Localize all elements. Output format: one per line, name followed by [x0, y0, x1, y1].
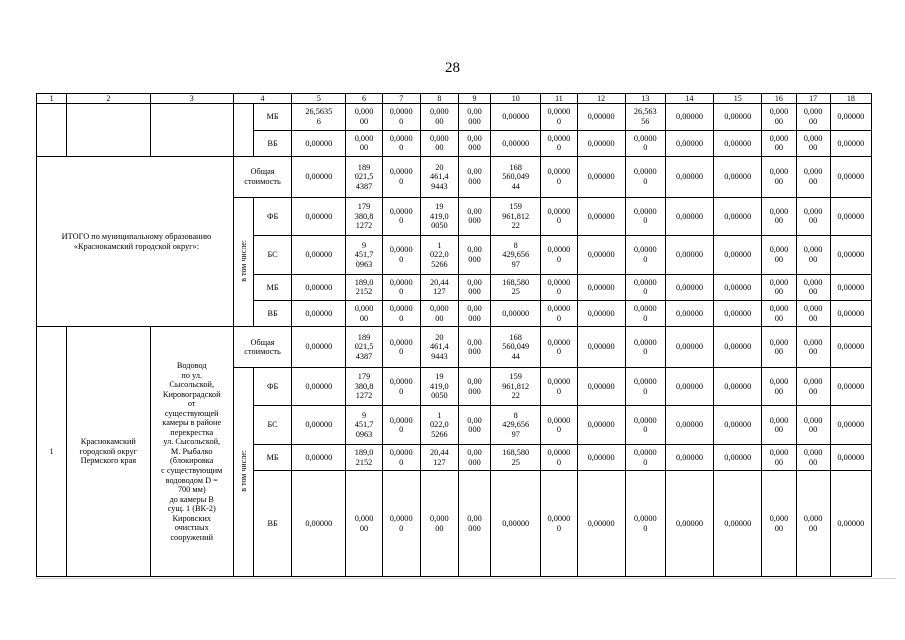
value-cell: 0,00000	[577, 104, 625, 130]
value-cell: 0,00000	[830, 367, 871, 406]
value-cell: 0,0000 0	[625, 471, 665, 577]
value-cell: 0,0000 0	[541, 274, 577, 300]
value-cell: 0,00000	[292, 236, 346, 275]
value-cell: 0,0000 0	[625, 367, 665, 406]
funding-source-label: ВБ	[254, 130, 292, 156]
value-cell: 0,000 00	[796, 236, 830, 275]
value-cell: 0,00000	[292, 301, 346, 327]
value-cell: 0,00000	[665, 157, 713, 198]
value-cell: 0,0000 0	[382, 301, 420, 327]
value-cell: 0,0000 0	[382, 471, 420, 577]
value-cell: 0,000 00	[796, 104, 830, 130]
value-cell: 0,000 00	[762, 327, 796, 368]
value-cell: 0,000 00	[796, 197, 830, 236]
value-cell: 0,00000	[491, 471, 541, 577]
value-cell: 0,0000 0	[382, 236, 420, 275]
value-cell: 0,00000	[830, 104, 871, 130]
value-cell: 0,00000	[292, 471, 346, 577]
value-cell: 1 022,0 5266	[420, 236, 458, 275]
funding-source-label: МБ	[254, 274, 292, 300]
value-cell: 0,00000	[292, 197, 346, 236]
funding-source-label: ВБ	[254, 471, 292, 577]
value-cell: 26,563 56	[625, 104, 665, 130]
empty-cell	[37, 104, 67, 157]
value-cell: 0,000 00	[346, 104, 382, 130]
value-cell: 19 419,0 0050	[420, 367, 458, 406]
value-cell: 0,00000	[714, 157, 762, 198]
value-cell: 1 022,0 5266	[420, 406, 458, 445]
value-cell: 0,000 00	[796, 406, 830, 445]
value-cell: 0,00000	[830, 301, 871, 327]
value-cell: 189,0 2152	[346, 445, 382, 471]
value-cell: 0,000 00	[346, 301, 382, 327]
value-cell: 0,0000 0	[541, 104, 577, 130]
value-cell: 0,0000 0	[541, 406, 577, 445]
column-number: 5	[292, 94, 346, 104]
value-cell: 26,5635 6	[292, 104, 346, 130]
value-cell: 0,00000	[292, 157, 346, 198]
value-cell: 0,00000	[714, 130, 762, 156]
value-cell: 0,000 00	[796, 301, 830, 327]
value-cell: 0,00000	[577, 157, 625, 198]
value-cell: 0,00 000	[458, 197, 490, 236]
value-cell: 159 961,812 22	[491, 367, 541, 406]
value-cell: 0,0000 0	[382, 406, 420, 445]
value-cell: 0,000 00	[420, 130, 458, 156]
value-cell: 0,00000	[665, 327, 713, 368]
continuation-row	[37, 104, 872, 130]
value-cell: 0,00000	[830, 445, 871, 471]
value-cell: 0,00 000	[458, 367, 490, 406]
value-cell: 0,000 00	[420, 471, 458, 577]
value-cell: 0,00000	[577, 406, 625, 445]
header-row	[37, 94, 872, 104]
in-that-number-label	[233, 367, 253, 576]
value-cell: 0,00000	[577, 327, 625, 368]
value-cell: 0,000 00	[420, 301, 458, 327]
column-number: 11	[541, 94, 577, 104]
value-cell: 168 560,049 44	[491, 327, 541, 368]
project-description: Водовод по ул. Сысольской, Кировоградской от существующей камеры в районе перекрестка ул. Сысольской, М. Рыбалко (блокировка с существующим водоводом D = 700 мм) до камеры В сущ. 1 (ВК-2) Кировских очистных сооружений	[150, 327, 233, 577]
value-cell: 0,0000 0	[625, 445, 665, 471]
column-number: 8	[420, 94, 458, 104]
value-cell: 0,00 000	[458, 471, 490, 577]
value-cell: 0,00 000	[458, 274, 490, 300]
value-cell: 0,00000	[577, 274, 625, 300]
value-cell: 0,0000 0	[625, 274, 665, 300]
column-number: 18	[830, 94, 871, 104]
value-cell: 0,00000	[665, 274, 713, 300]
value-cell: 189 021,5 4387	[346, 157, 382, 198]
value-cell: 0,000 00	[762, 130, 796, 156]
value-cell: 0,00000	[830, 327, 871, 368]
value-cell: 0,00000	[830, 236, 871, 275]
value-cell: 0,00000	[714, 274, 762, 300]
value-cell: 0,00000	[714, 327, 762, 368]
value-cell: 189,0 2152	[346, 274, 382, 300]
project-number: 1	[37, 327, 67, 577]
value-cell: 0,000 00	[796, 367, 830, 406]
value-cell: 0,0000 0	[625, 327, 665, 368]
empty-cell	[67, 104, 150, 157]
value-cell: 0,00000	[292, 367, 346, 406]
value-cell: 0,00000	[714, 236, 762, 275]
value-cell: 0,00000	[665, 197, 713, 236]
value-cell: 159 961,812 22	[491, 197, 541, 236]
value-cell: 0,0000 0	[541, 471, 577, 577]
value-cell: 0,00000	[665, 104, 713, 130]
funding-source-label: БС	[254, 406, 292, 445]
value-cell: 0,0000 0	[541, 445, 577, 471]
value-cell: 0,00 000	[458, 130, 490, 156]
column-number: 3	[150, 94, 233, 104]
value-cell: 0,0000 0	[541, 157, 577, 198]
column-number: 16	[762, 94, 796, 104]
value-cell: 0,000 00	[762, 406, 796, 445]
empty-cell	[150, 104, 233, 157]
value-cell: 0,00000	[577, 130, 625, 156]
value-cell: 0,0000 0	[625, 406, 665, 445]
value-cell: 0,0000 0	[625, 236, 665, 275]
value-cell: 19 419,0 0050	[420, 197, 458, 236]
value-cell: 0,00000	[714, 406, 762, 445]
in-that-number-text: в том числе:	[238, 239, 248, 282]
value-cell: 0,00 000	[458, 445, 490, 471]
value-cell: 0,0000 0	[382, 274, 420, 300]
column-number: 13	[625, 94, 665, 104]
value-cell: 0,0000 0	[382, 130, 420, 156]
column-number: 6	[346, 94, 382, 104]
value-cell: 0,00000	[714, 367, 762, 406]
value-cell: 0,000 00	[762, 157, 796, 198]
value-cell: 168 560,049 44	[491, 157, 541, 198]
value-cell: 0,00000	[714, 445, 762, 471]
value-cell: 0,00000	[292, 445, 346, 471]
value-cell: 0,000 00	[762, 236, 796, 275]
value-cell: 0,00000	[830, 471, 871, 577]
value-cell: 0,0000 0	[382, 327, 420, 368]
value-cell: 20 461,4 9443	[420, 327, 458, 368]
value-cell: 0,00000	[714, 197, 762, 236]
value-cell: 0,0000 0	[382, 197, 420, 236]
value-cell: 0,00000	[830, 197, 871, 236]
value-cell: 0,0000 0	[541, 130, 577, 156]
value-cell: 8 429,656 97	[491, 406, 541, 445]
value-cell: 0,000 00	[762, 445, 796, 471]
value-cell: 20,44 127	[420, 445, 458, 471]
value-cell: 0,0000 0	[625, 157, 665, 198]
value-cell: 0,00 000	[458, 236, 490, 275]
value-cell: 0,000 00	[346, 130, 382, 156]
value-cell: 0,00000	[830, 157, 871, 198]
total-cost-label: Общая стоимость	[233, 157, 291, 198]
column-number: 17	[796, 94, 830, 104]
value-cell: 0,00000	[577, 367, 625, 406]
value-cell: 0,000 00	[762, 197, 796, 236]
value-cell: 0,00000	[292, 406, 346, 445]
value-cell: 0,000 00	[762, 471, 796, 577]
value-cell: 0,00000	[491, 104, 541, 130]
value-cell: 0,00000	[830, 130, 871, 156]
value-cell: 0,00000	[577, 445, 625, 471]
value-cell: 0,000 00	[420, 104, 458, 130]
value-cell: 0,00000	[714, 301, 762, 327]
value-cell: 0,00000	[292, 130, 346, 156]
in-that-number-text: в том числе:	[238, 449, 248, 492]
funding-source-label: ФБ	[254, 367, 292, 406]
value-cell: 0,000 00	[762, 104, 796, 130]
value-cell: 0,000 00	[762, 274, 796, 300]
total-cost-label: Общая стоимость	[233, 327, 291, 368]
value-cell: 0,0000 0	[382, 445, 420, 471]
funding-source-label: МБ	[254, 445, 292, 471]
value-cell: 0,00000	[665, 130, 713, 156]
value-cell: 0,0000 0	[541, 236, 577, 275]
value-cell: 0,00000	[714, 104, 762, 130]
value-cell: 0,000 00	[796, 327, 830, 368]
value-cell: 0,00000	[665, 445, 713, 471]
value-cell: 0,00000	[292, 274, 346, 300]
value-cell: 0,00000	[577, 197, 625, 236]
value-cell: 0,0000 0	[541, 301, 577, 327]
value-cell: 0,0000 0	[541, 327, 577, 368]
value-cell: 0,000 00	[796, 130, 830, 156]
value-cell: 0,000 00	[762, 301, 796, 327]
project-total-row	[37, 327, 872, 368]
column-number: 15	[714, 94, 762, 104]
value-cell: 0,0000 0	[541, 367, 577, 406]
value-cell: 0,00000	[665, 471, 713, 577]
value-cell: 0,00000	[577, 301, 625, 327]
value-cell: 0,0000 0	[625, 130, 665, 156]
value-cell: 9 451,7 0963	[346, 406, 382, 445]
value-cell: 0,00000	[714, 471, 762, 577]
value-cell: 0,00 000	[458, 104, 490, 130]
value-cell: 0,000 00	[762, 367, 796, 406]
value-cell: 0,00000	[665, 301, 713, 327]
value-cell: 0,00000	[577, 471, 625, 577]
column-number: 12	[577, 94, 625, 104]
value-cell: 0,000 00	[796, 445, 830, 471]
value-cell: 0,00000	[665, 367, 713, 406]
value-cell: 8 429,656 97	[491, 236, 541, 275]
value-cell: 0,0000 0	[625, 197, 665, 236]
itogo-title: ИТОГО по муниципальному образованию «Краснокамский городской округ»:	[37, 157, 234, 327]
value-cell: 0,0000 0	[382, 157, 420, 198]
value-cell: 189 021,5 4387	[346, 327, 382, 368]
value-cell: 20,44 127	[420, 274, 458, 300]
value-cell: 0,00 000	[458, 157, 490, 198]
column-number: 4	[233, 94, 291, 104]
column-number: 7	[382, 94, 420, 104]
value-cell: 168,580 25	[491, 274, 541, 300]
value-cell: 0,000 00	[346, 471, 382, 577]
value-cell: 0,0000 0	[382, 104, 420, 130]
municipality-name: Краснокамский городской округ Пермского края	[67, 327, 150, 577]
financing-table	[36, 93, 872, 577]
column-number: 10	[491, 94, 541, 104]
value-cell: 0,00 000	[458, 301, 490, 327]
funding-source-label: МБ	[254, 104, 292, 130]
value-cell: 0,00000	[665, 236, 713, 275]
value-cell: 20 461,4 9443	[420, 157, 458, 198]
value-cell: 0,00000	[830, 274, 871, 300]
value-cell: 9 451,7 0963	[346, 236, 382, 275]
value-cell: 0,00000	[292, 327, 346, 368]
value-cell: 0,0000 0	[625, 301, 665, 327]
value-cell: 0,000 00	[796, 157, 830, 198]
value-cell: 0,000 00	[796, 471, 830, 577]
funding-source-label: БС	[254, 236, 292, 275]
value-cell: 0,00000	[577, 236, 625, 275]
value-cell: 0,00 000	[458, 327, 490, 368]
value-cell: 0,0000 0	[541, 197, 577, 236]
value-cell: 0,00000	[830, 406, 871, 445]
value-cell: 0,00 000	[458, 406, 490, 445]
column-number: 1	[37, 94, 67, 104]
value-cell: 179 380,8 1272	[346, 367, 382, 406]
funding-source-label: ВБ	[254, 301, 292, 327]
value-cell: 168,580 25	[491, 445, 541, 471]
page-bottom-rule	[36, 578, 896, 580]
value-cell: 179 380,8 1272	[346, 197, 382, 236]
value-cell: 0,00000	[491, 130, 541, 156]
in-that-number-label	[233, 197, 253, 327]
value-cell: 0,000 00	[796, 274, 830, 300]
column-number: 9	[458, 94, 490, 104]
value-cell: 0,0000 0	[382, 367, 420, 406]
column-number: 2	[67, 94, 150, 104]
column-number: 14	[665, 94, 713, 104]
empty-cell	[233, 104, 253, 157]
itogo-total-row	[37, 157, 872, 198]
value-cell: 0,00000	[665, 406, 713, 445]
value-cell: 0,00000	[491, 301, 541, 327]
page-number: 28	[445, 60, 460, 76]
funding-source-label: ФБ	[254, 197, 292, 236]
